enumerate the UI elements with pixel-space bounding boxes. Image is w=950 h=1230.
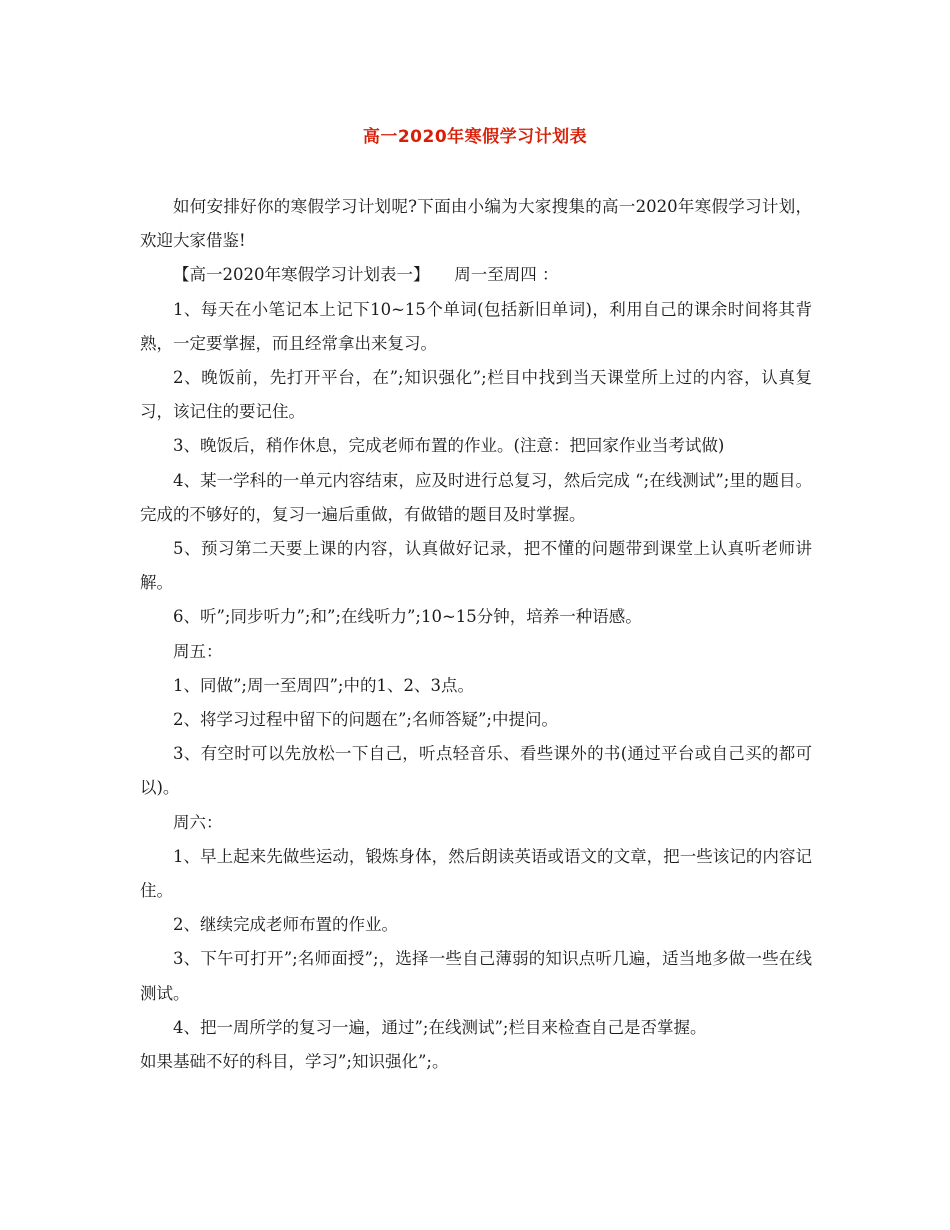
document-body <box>140 190 812 1079</box>
document-title: 高一2020年寒假学习计划表 <box>362 127 588 147</box>
paragraph-intro: 如何安排好你的寒假学习计划呢?下面由小编为大家搜集的高一2020年寒假学习计划，欢迎大家借鉴! <box>140 197 812 251</box>
paragraph-item: 2、继续完成老师布置的作业。 <box>173 915 398 935</box>
paragraph-item: 3、下午可打开”;名师面授”;，选择一些自己薄弱的知识点听几遍，适当地多做一些在线测试。 <box>140 949 812 1003</box>
paragraph-item: 4、把一周所学的复习一遍，通过”;在线测试”;栏目来检查自己是否掌握。 <box>173 1017 707 1037</box>
paragraph-item: 1、早上起来先做些运动，锻炼身体，然后朗读英语或语文的文章，把一些该记的内容记住。 <box>140 846 812 901</box>
paragraph-day-heading: 周六： <box>173 812 223 832</box>
paragraph-item: 3、有空时可以先放松一下自己，听点轻音乐、看些课外的书(通过平台或自己买的都可以)。 <box>140 744 812 798</box>
paragraph-item: 2、晚饭前，先打开平台，在”;知识强化”;栏目中找到当天课堂所上过的内容，认真复习，该记住的要记住。 <box>140 368 812 422</box>
paragraph-item: 4、某一学科的一单元内容结束，应及时进行总复习，然后完成 “;在线测试”;里的题目。完成的不够好的，复习一遍后重做，有做错的题目及时掌握。 <box>140 470 812 524</box>
paragraph-section-heading: 【高一2020年寒假学习计划表一】 周一至周四 ： <box>173 265 559 285</box>
paragraph-item: 2、将学习过程中留下的问题在”;名师答疑”;中提问。 <box>173 710 558 730</box>
paragraph-item: 6、听”;同步听力”;和”;在线听力”;10~15分钟，培养一种语感。 <box>173 607 642 627</box>
paragraph-item: 3、晚饭后，稍作休息，完成老师布置的作业。(注意：把回家作业当考试做) <box>173 436 725 456</box>
paragraph-item: 1、同做”;周一至周四”;中的1、2、3点。 <box>173 675 474 695</box>
paragraph-day-heading: 周五： <box>173 641 223 661</box>
paragraph-item: 1、每天在小笔记本上记下10~15个单词(包括新旧单词)，利用自己的课余时间将其背熟，一定要掌握，而且经常拿出来复习。 <box>140 299 812 353</box>
paragraph-item: 5、预习第二天要上课的内容，认真做好记录，把不懂的问题带到课堂上认真听老师讲解。 <box>140 539 812 593</box>
paragraph-continuation: 如果基础不好的科目，学习”;知识强化”;。 <box>140 1052 449 1072</box>
